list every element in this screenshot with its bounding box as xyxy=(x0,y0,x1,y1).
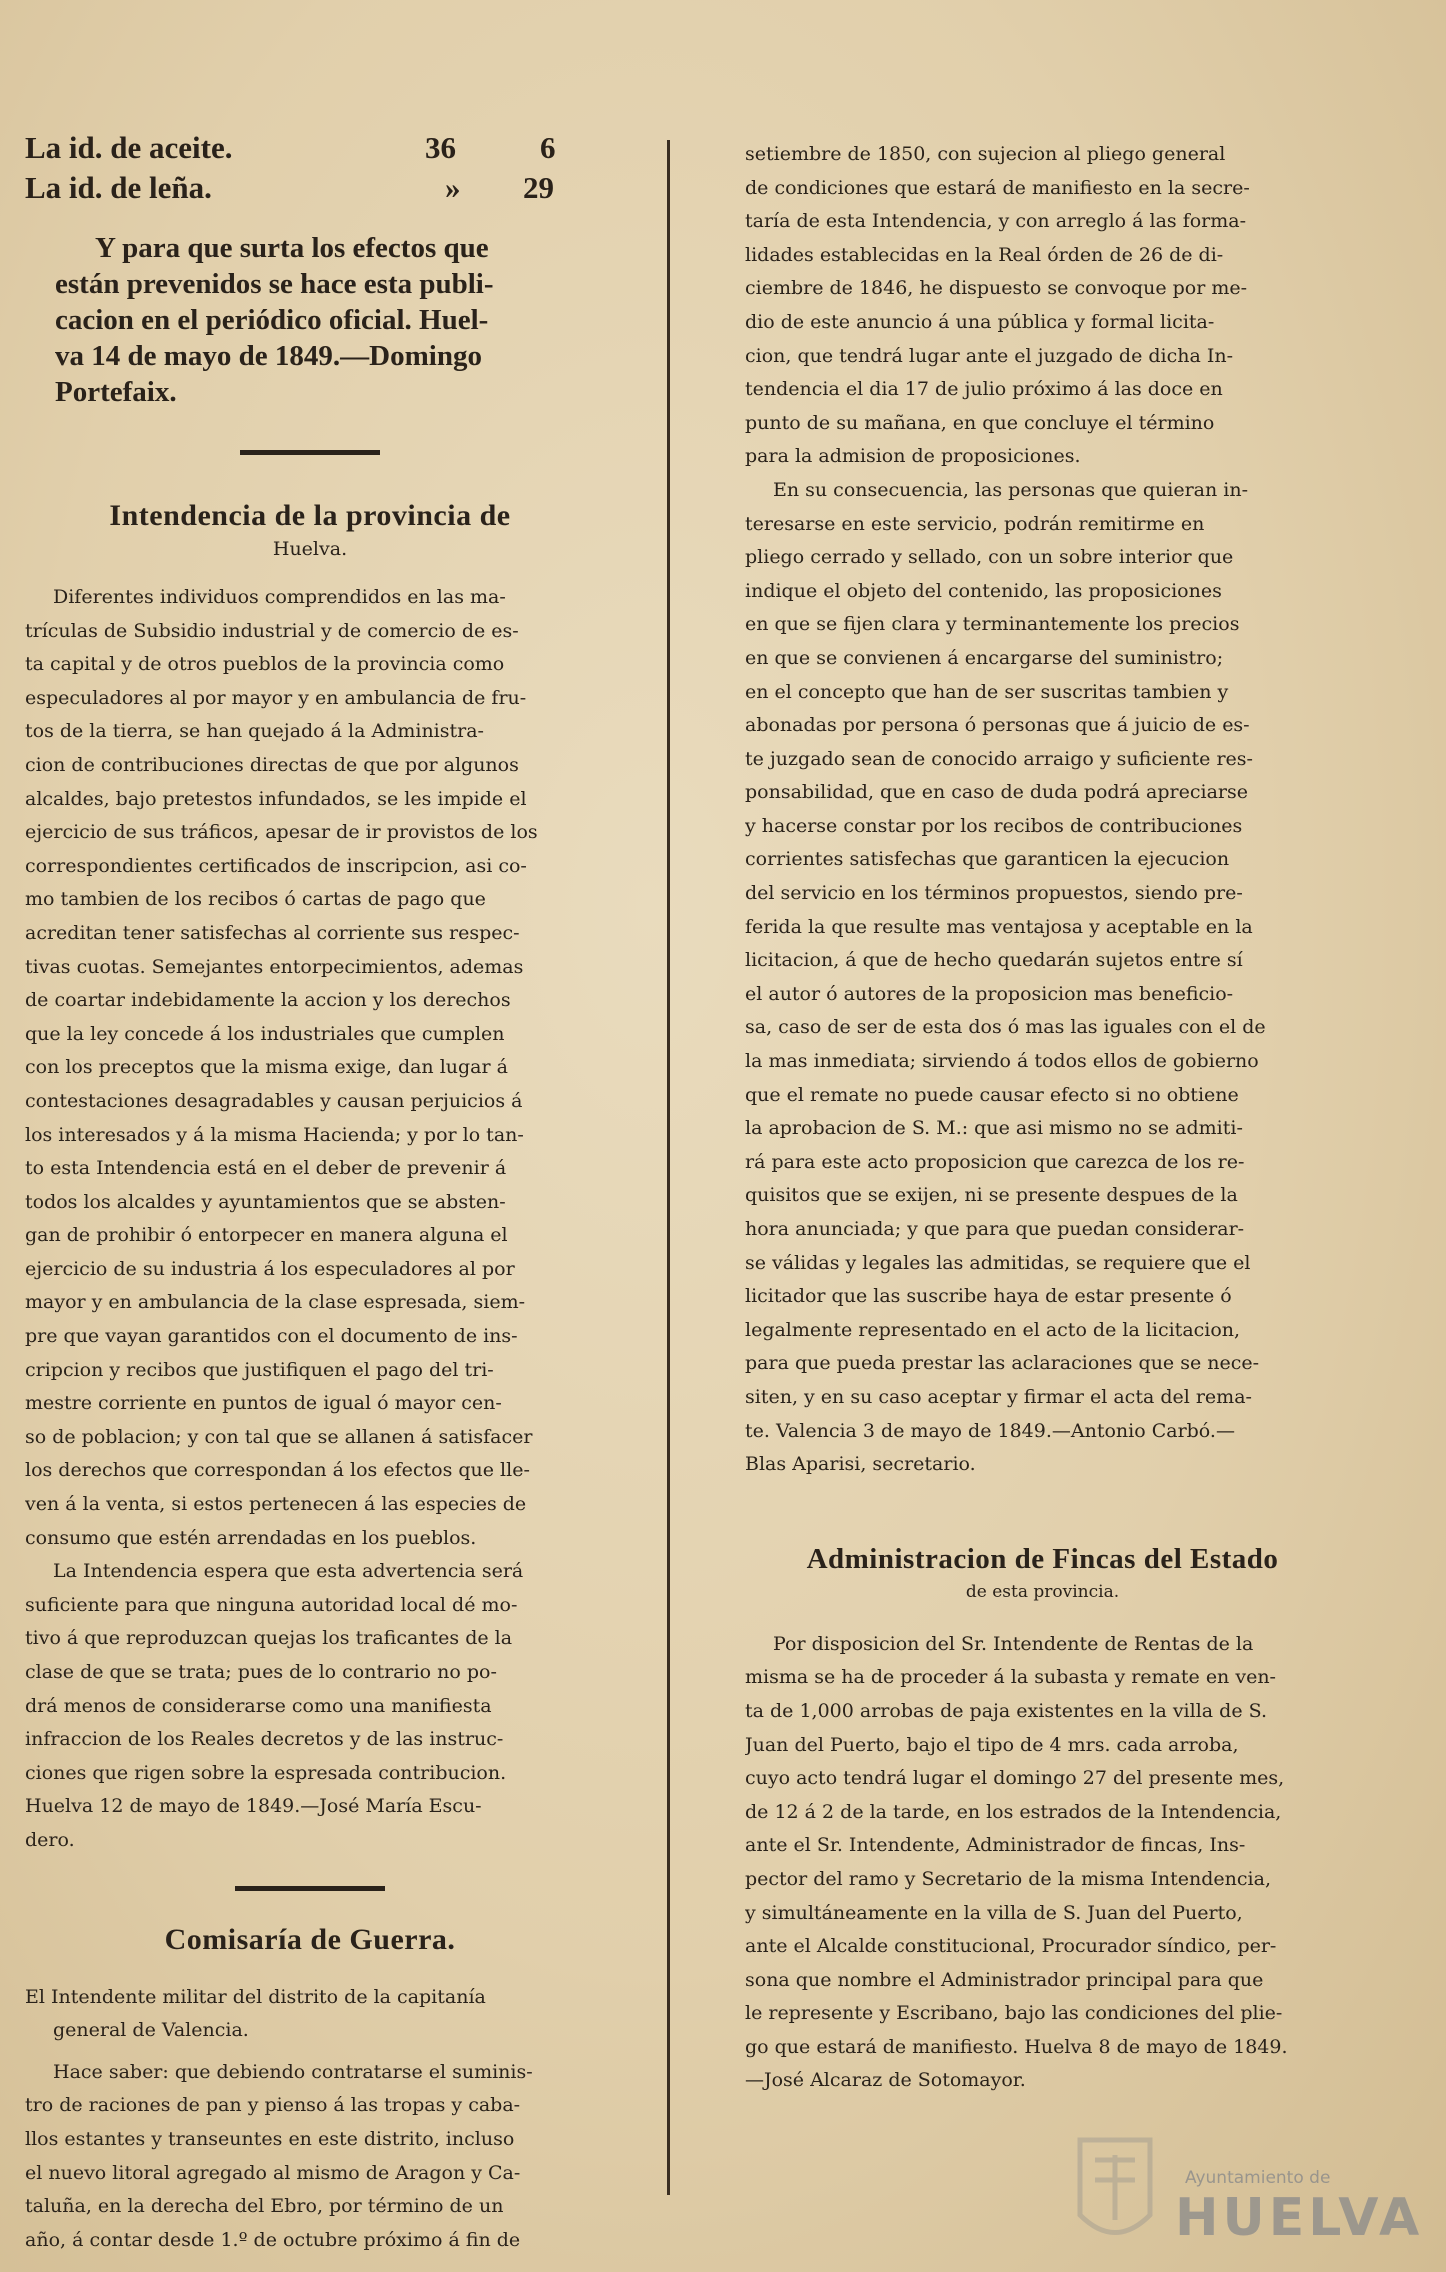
price-value-b: 6 xyxy=(540,130,556,165)
text-line: ta capital y de otros pueblos de la provincia como xyxy=(25,653,505,676)
text-line: pre que vayan garantidos con el documento de ins- xyxy=(25,1325,518,1348)
text-line: suficiente para que ninguna autoridad local dé mo- xyxy=(25,1593,518,1616)
text-line: se válidas y legales las admitidas, se requiere que el xyxy=(745,1251,1251,1274)
text-line: de coartar indebidamente la accion y los derechos xyxy=(25,989,511,1012)
section-title: Administracion de Fincas del Estado xyxy=(806,1542,1279,1575)
text-line: sa, caso de ser de esta dos ó mas las iguales con el de xyxy=(745,1016,1266,1039)
text-line: lidades establecidas en la Real órden de 26 de di- xyxy=(745,243,1224,266)
text-line: la aprobacion de S. M.: que asi mismo no se admiti- xyxy=(745,1117,1243,1140)
text-line: infraccion de los Reales decretos y de las instruc- xyxy=(25,1728,504,1751)
text-line: Blas Aparisi, secretario. xyxy=(745,1453,976,1476)
text-line: rá para este acto proposicion que carezca de los re- xyxy=(745,1150,1245,1173)
text-line: tro de raciones de pan y pienso á las tropas y caba- xyxy=(25,2094,521,2117)
text-line: abonadas por persona ó personas que á juicio de es- xyxy=(745,714,1250,737)
text-line: están prevenidos se hace esta publi- xyxy=(55,268,494,300)
text-line: de condiciones que estará de manifiesto en la secre- xyxy=(745,176,1250,199)
text-line: cripcion y recibos que justifiquen el pago del tri- xyxy=(25,1358,494,1381)
text-line: Diferentes individuos comprendidos en las ma- xyxy=(53,586,506,608)
separator xyxy=(240,450,380,455)
text-line: contestaciones desagradables y causan perjuicios á xyxy=(25,1089,523,1112)
text-line: que la ley concede á los industriales que cumplen xyxy=(25,1022,505,1045)
price-value-a: 36 xyxy=(425,130,456,165)
text-line: con los preceptos que la misma exige, dan lugar á xyxy=(25,1056,508,1079)
text-line: tos de la tierra, se han quejado á la Administra- xyxy=(25,720,484,743)
text-line: punto de su mañana, en que concluye el término xyxy=(745,411,1215,434)
text-line: quisitos que se exijen, ni se presente despues de la xyxy=(745,1184,1238,1207)
text-line: año, á contar desde 1.º de octubre próximo á fin de xyxy=(25,2228,521,2251)
text-line: drá menos de considerarse como una manifiesta xyxy=(25,1694,492,1717)
price-value-b: 29 xyxy=(523,170,554,205)
text-line: cacion en el periódico oficial. Huel- xyxy=(55,304,489,336)
text-line: corrientes satisfechas que garanticen la ejecucion xyxy=(745,848,1230,871)
text-line: taría de esta Intendencia, y con arreglo á las forma- xyxy=(745,210,1247,233)
text-line: En su consecuencia, las personas que quieran in- xyxy=(773,478,1249,501)
text-line: cion, que tendrá lugar ante el juzgado de dicha In- xyxy=(745,344,1234,367)
text-line: Juan del Puerto, bajo el tipo de 4 mrs. cada arroba, xyxy=(745,1733,1239,1756)
text-line: Y para que surta los efectos que xyxy=(95,232,489,264)
separator xyxy=(235,1886,385,1891)
text-line: clase de que se trata; pues de lo contrario no po- xyxy=(25,1661,497,1683)
price-row xyxy=(25,170,595,210)
text-line: va 14 de mayo de 1849.—Domingo xyxy=(55,340,482,372)
text-line: tivas cuotas. Semejantes entorpecimientos, ademas xyxy=(25,955,524,978)
text-line: llos estantes y transeuntes en este distrito, incluso xyxy=(25,2127,515,2150)
text-line: indique el objeto del contenido, las proposiciones xyxy=(745,579,1222,602)
paragraph xyxy=(745,138,1340,474)
text-line: general de Valencia. xyxy=(53,2019,249,2042)
text-line: alcaldes, bajo pretestos infundados, se les impide el xyxy=(25,787,527,810)
text-line: to esta Intendencia está en el deber de prevenir á xyxy=(25,1157,507,1180)
text-line: y hacerse constar por los recibos de contribuciones xyxy=(745,814,1243,837)
price-label: La id. de aceite. xyxy=(25,130,233,165)
text-line: especuladores al por mayor y en ambulancia de fru- xyxy=(25,686,527,709)
text-line: tendencia el dia 17 de julio próximo á las doce en xyxy=(745,378,1223,401)
text-line: correspondientes certificados de inscripcion, asi co- xyxy=(25,854,527,877)
text-line: ante el Alcalde constitucional, Procurador síndico, per- xyxy=(745,1935,1277,1958)
text-line: del servicio en los términos propuestos, siendo pre- xyxy=(745,882,1243,905)
text-line: gan de prohibir ó entorpecer en manera alguna el xyxy=(25,1224,508,1247)
text-line: ven á la venta, si estos pertenecen á las especies de xyxy=(25,1493,527,1516)
paragraph xyxy=(25,1981,595,2048)
text-line: dero. xyxy=(25,1828,75,1851)
price-value-a: » xyxy=(445,170,461,205)
section-title: Comisaría de Guerra. xyxy=(164,1922,456,1956)
text-line: siten, y en su caso aceptar y firmar el acta del rema- xyxy=(745,1385,1252,1408)
text-line: —José Alcaraz de Sotomayor. xyxy=(745,2069,1026,2092)
text-line: para que pueda prestar las aclaraciones que se nece- xyxy=(745,1352,1260,1375)
text-line: mo tambien de los recibos ó cartas de pago que xyxy=(25,888,486,911)
paragraph xyxy=(745,1628,1340,2098)
text-line: te juzgado sean de conocido arraigo y suficiente res- xyxy=(745,747,1253,770)
text-line: cion de contribuciones directas de que por algunos xyxy=(25,753,519,776)
text-line: el autor ó autores de la proposicion mas beneficio- xyxy=(745,982,1234,1005)
text-line: setiembre de 1850, con sujecion al pliego general xyxy=(745,143,1226,165)
text-line: La Intendencia espera que esta advertencia será xyxy=(53,1560,524,1583)
text-line: ta de 1,000 arrobas de paja existentes en la villa de S. xyxy=(745,1699,1267,1722)
column-divider xyxy=(667,140,670,2195)
text-line: sona que nombre el Administrador principal para que xyxy=(745,1968,1264,1991)
text-line: Portefaix. xyxy=(55,376,177,408)
text-line: licitador que las suscribe haya de estar presente ó xyxy=(745,1285,1232,1308)
text-line: teresarse en este servicio, podrán remitirme en xyxy=(745,512,1205,535)
text-line: los interesados y á la misma Hacienda; y por lo tan- xyxy=(25,1123,524,1146)
left-column xyxy=(25,130,595,2257)
section-intendencia xyxy=(25,497,595,1858)
text-line: Hace saber: que debiendo contratarse el suminis- xyxy=(53,2060,533,2083)
text-line: El Intendente militar del distrito de la capitanía xyxy=(25,1985,486,2008)
closing-paragraph xyxy=(25,230,595,410)
text-line: y simultáneamente en la villa de S. Juan del Puerto, xyxy=(745,1901,1243,1924)
section-subtitle: de esta provincia. xyxy=(965,1581,1120,1602)
text-line: el nuevo litoral agregado al mismo de Aragon y Ca- xyxy=(25,2161,521,2184)
text-line: Por disposicion del Sr. Intendente de Rentas de la xyxy=(773,1632,1254,1655)
text-line: le represente y Escribano, bajo las condiciones del plie- xyxy=(745,2002,1283,2025)
section-fincas xyxy=(745,1540,1340,2098)
text-line: go que estará de manifiesto. Huelva 8 de mayo de 1849. xyxy=(745,2035,1288,2058)
text-line: ferida la que resulte mas ventajosa y aceptable en la xyxy=(745,915,1253,938)
text-line: mestre corriente en puntos de igual ó mayor cen- xyxy=(25,1392,502,1415)
text-line: pliego cerrado y sellado, con un sobre interior que xyxy=(745,546,1234,569)
text-line: que el remate no puede causar efecto si no obtiene xyxy=(745,1083,1239,1106)
text-line: ciembre de 1846, he dispuesto se convoque por me- xyxy=(745,277,1248,300)
text-line: ejercicio de su industria á los especuladores al por xyxy=(25,1257,515,1280)
price-label: La id. de leña. xyxy=(25,170,212,205)
text-line: ejercicio de sus tráficos, apesar de ir provistos de los xyxy=(25,821,538,844)
text-line: ante el Sr. Intendente, Administrador de fincas, Ins- xyxy=(745,1834,1246,1857)
text-line: so de poblacion; y con tal que se allanen á satisfacer xyxy=(25,1425,533,1448)
section-comisaria xyxy=(25,1921,595,2258)
text-line: trículas de Subsidio industrial y de comercio de es- xyxy=(25,619,519,642)
text-line: mayor y en ambulancia de la clase espresada, siem- xyxy=(25,1291,526,1314)
section-title: Intendencia de la provincia de xyxy=(109,499,511,532)
text-line: taluña, en la derecha del Ebro, por término de un xyxy=(25,2195,504,2218)
text-line: todos los alcaldes y ayuntamientos que se absten- xyxy=(25,1190,506,1213)
text-line: la mas inmediata; sirviendo á todos ellos de gobierno xyxy=(745,1050,1259,1073)
paragraph xyxy=(25,581,595,1555)
text-line: hora anunciada; y que para que puedan considerar- xyxy=(745,1218,1245,1240)
text-line: en que se fijen clara y terminantemente los precios xyxy=(745,613,1240,636)
price-list xyxy=(25,130,595,210)
paragraph xyxy=(25,1555,595,1857)
text-line: misma se ha de proceder á la subasta y remate en ven- xyxy=(745,1666,1276,1689)
watermark-line-2: HUELVA xyxy=(1175,2188,1424,2248)
text-line: para la admision de proposiciones. xyxy=(745,445,1081,468)
text-line: dio de este anuncio á una pública y formal licita- xyxy=(745,310,1215,333)
text-line: en el concepto que han de ser suscritas tambien y xyxy=(745,680,1229,703)
text-line: ciones que rigen sobre la espresada contribucion. xyxy=(25,1761,507,1784)
text-line: pector del ramo y Secretario de la misma Intendencia, xyxy=(745,1867,1271,1890)
text-line: en que se convienen á encargarse del suministro; xyxy=(745,646,1224,669)
text-line: acreditan tener satisfechas al corriente sus respec- xyxy=(25,921,520,944)
watermark-line-1: Ayuntamiento de xyxy=(1185,2168,1331,2188)
right-column xyxy=(745,138,1340,2098)
text-line: consumo que estén arrendadas en los pueblos. xyxy=(25,1526,477,1549)
text-line: cuyo acto tendrá lugar el domingo 27 del presente mes, xyxy=(745,1767,1285,1790)
text-line: los derechos que correspondan á los efectos que lle- xyxy=(25,1459,530,1482)
text-line: te. Valencia 3 de mayo de 1849.—Antonio Carbó.— xyxy=(745,1419,1235,1442)
text-line: tivo á que reproduzcan quejas los traficantes de la xyxy=(25,1627,513,1650)
text-line: ponsabilidad, que en caso de duda podrá apreciarse xyxy=(745,781,1248,804)
section-subtitle: Huelva. xyxy=(272,538,348,560)
text-line: Huelva 12 de mayo de 1849.—José María Escu- xyxy=(25,1795,482,1818)
price-row xyxy=(25,130,595,170)
text-line: legalmente representado en el acto de la licitacion, xyxy=(745,1318,1241,1341)
paragraph xyxy=(25,2056,595,2258)
text-line: licitacion, á que de hecho quedarán sujetos entre sí xyxy=(745,949,1243,972)
paragraph xyxy=(745,474,1340,1482)
text-line: de 12 á 2 de la tarde, en los estrados de la Intendencia, xyxy=(745,1800,1282,1823)
